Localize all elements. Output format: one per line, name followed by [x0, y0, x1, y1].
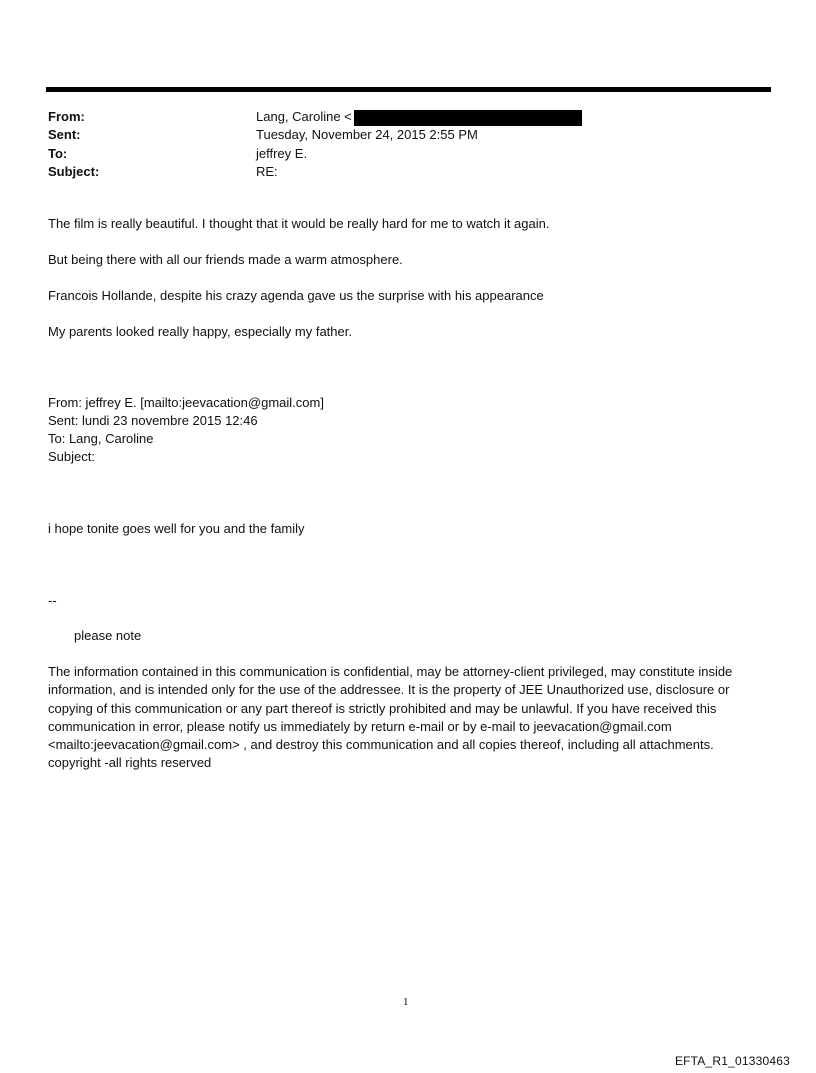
- disclaimer: The information contained in this communication is confidential, may be attorney-client privileged, may constitute inside information, and is intended only for the use of the addressee. It is the property of JEE Unauthorized use, disclosure or copying of this communication or any part thereof is strictly prohibited and may be unlawful. If you have received this communication in error, please notify us immediately by return e-mail or by e-mail to jeevacation@gmail.com <mailto:jeevacation@gmail.com> , and destroy this communication and all copies thereof, including all attachments. copyright -all rights reserved: [48, 664, 733, 771]
- body-paragraph: Francois Hollande, despite his crazy agenda gave us the surprise with his appearance: [48, 288, 544, 303]
- sent-value: Tuesday, November 24, 2015 2:55 PM: [256, 127, 478, 143]
- to-row: [48, 145, 768, 163]
- document-id: EFTA_R1_01330463: [674, 1054, 790, 1068]
- page-number: 1: [403, 996, 409, 1008]
- subject-label: Subject:: [48, 163, 100, 179]
- to-label: To:: [48, 145, 68, 161]
- to-value: jeffrey E.: [256, 145, 308, 161]
- sent-label: Sent:: [48, 127, 81, 143]
- from-name: Lang, Caroline <: [256, 109, 352, 124]
- quoted-to: To: Lang, Caroline: [48, 431, 154, 446]
- email-header: [48, 108, 768, 181]
- from-label: From:: [48, 109, 85, 124]
- quoted-subject: Subject:: [48, 449, 95, 464]
- sent-row: [48, 126, 768, 144]
- from-row: [48, 108, 768, 126]
- subject-row: [48, 163, 768, 181]
- body-paragraph: My parents looked really happy, especially my father.: [48, 324, 352, 339]
- signature-separator: --: [48, 593, 57, 608]
- redaction-box: [354, 110, 582, 126]
- quoted-sent: Sent: lundi 23 novembre 2015 12:46: [48, 413, 258, 428]
- top-rule: [46, 87, 771, 92]
- subject-value: RE:: [256, 163, 278, 179]
- quoted-body: i hope tonite goes well for you and the family: [48, 521, 305, 536]
- please-note: please note: [74, 628, 142, 643]
- body-paragraph: The film is really beautiful. I thought that it would be really hard for me to watch it again.: [48, 216, 550, 231]
- body-paragraph: But being there with all our friends made a warm atmosphere.: [48, 252, 403, 267]
- from-value: [256, 108, 582, 126]
- quoted-from: From: jeffrey E. [mailto:jeevacation@gmail.com]: [48, 395, 324, 410]
